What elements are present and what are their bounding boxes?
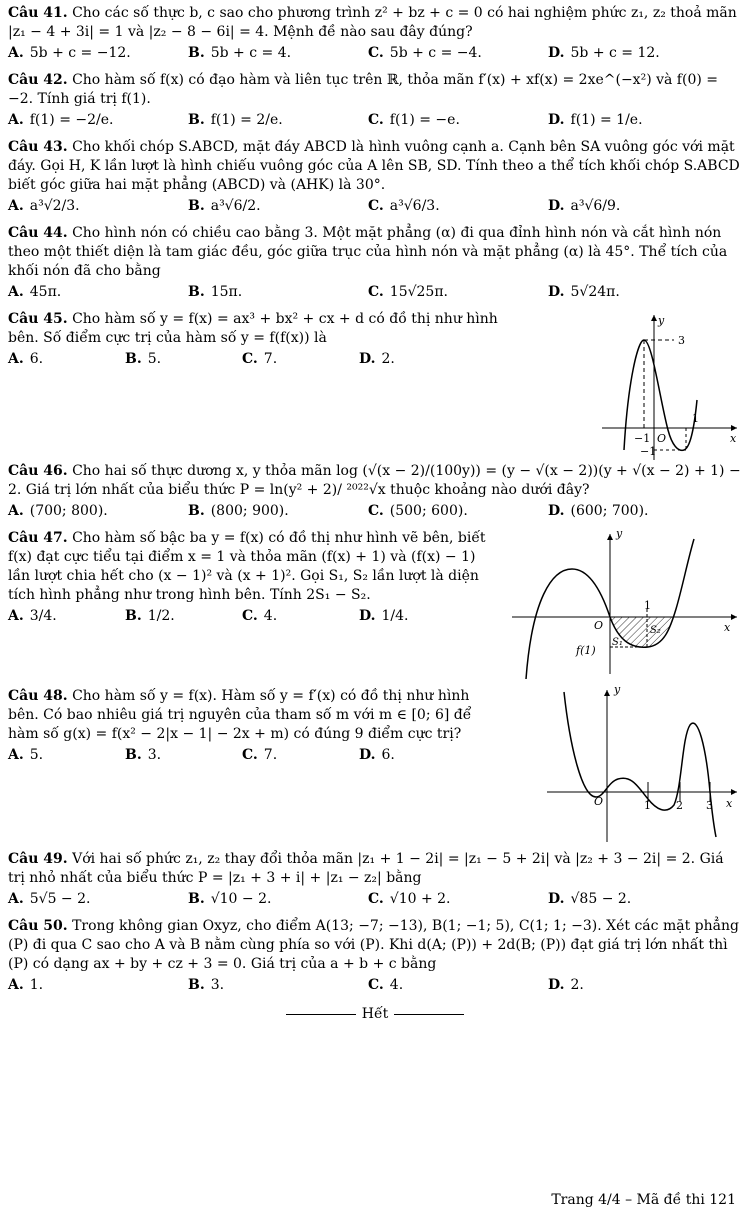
option-d[interactable]: D. (600; 700). <box>548 503 649 519</box>
option-b[interactable]: B. (800; 900). <box>188 503 289 519</box>
option-a[interactable]: A. 6. <box>8 351 44 367</box>
question-46 <box>8 462 742 521</box>
option-d[interactable]: D. √85 − 2. <box>548 891 632 907</box>
option-b[interactable]: B. 1/2. <box>125 608 175 624</box>
question-50 <box>8 917 742 995</box>
question-number: Câu 48. <box>8 688 68 704</box>
option-b[interactable]: B. 5b + c = 4. <box>188 45 292 61</box>
option-a[interactable]: A. 45π. <box>8 284 62 300</box>
option-b[interactable]: B. 5. <box>125 351 162 367</box>
value-label: −1 <box>640 445 657 458</box>
y-axis-label: y <box>658 314 665 327</box>
value-label: 2 <box>676 799 683 812</box>
origin-label: O <box>657 432 667 445</box>
value-label: 1 <box>644 599 651 612</box>
origin-label: O <box>594 795 604 808</box>
option-a[interactable]: A. 5. <box>8 747 44 763</box>
question-44 <box>8 224 742 302</box>
option-a[interactable]: A. (700; 800). <box>8 503 108 519</box>
s1-label: S₁ <box>612 637 623 648</box>
option-b[interactable]: B. 3. <box>125 747 162 763</box>
option-a[interactable]: A. 3/4. <box>8 608 57 624</box>
option-d[interactable]: D. 1/4. <box>359 608 409 624</box>
question-text: Cho các số thực b, c sao cho phương trình z² + bz + c = 0 có hai nghiệm phức z₁, z₂ thoả mãn |z₁ − 4 + 3i| = 1 và |z₂ − 8 − 6i| = 4. Mệnh đề nào sau đây đúng? <box>8 5 737 40</box>
y-axis-label: y <box>614 687 621 696</box>
question-text: Trong không gian Oxyz, cho điểm A(13; −7; −13), B(1; −1; 5), C(1; 1; −3). Xét các mặt phẳng (P) đi qua C sao cho A và B nằm cùng phía so với (P). Khi d(A; (P)) + 2d(B; (P)) đạt giá trị lớn nhất thì (P) có dạng ax + by + cz + 3 = 0. Giá trị của a + b + c bằng <box>8 918 739 972</box>
option-b[interactable]: B. 3. <box>188 977 225 993</box>
option-d[interactable]: D. 5√24π. <box>548 284 620 300</box>
option-c[interactable]: C. 7. <box>242 747 278 763</box>
question-number: Câu 43. <box>8 139 68 155</box>
question-text: Cho khối chóp S.ABCD, mặt đáy ABCD là hình vuông cạnh a. Cạnh bên SA vuông góc với mặt đáy. Gọi H, K lần lượt là hình chiếu vuông góc của A lên SB, SD. Tính theo a thể tích khối chóp S.ABCD biết góc giữa hai mặt phẳng (ABCD) và (AHK) là 30°. <box>8 139 740 193</box>
options <box>8 890 742 909</box>
question-42 <box>8 71 742 130</box>
derivative-graph-figure <box>542 687 742 842</box>
question-49 <box>8 850 742 909</box>
option-d[interactable]: D. 2. <box>548 977 584 993</box>
x-axis-label: x <box>730 432 737 445</box>
options <box>8 283 742 302</box>
option-a[interactable]: A. 5√5 − 2. <box>8 891 91 907</box>
value-label: 1 <box>644 799 651 812</box>
option-c[interactable]: C. (500; 600). <box>368 503 468 519</box>
option-d[interactable]: D. a³√6/9. <box>548 198 621 214</box>
question-45 <box>8 310 742 460</box>
question-number: Câu 44. <box>8 225 68 241</box>
question-text: Cho hàm số y = f(x) = ax³ + bx² + cx + d có đồ thị như hình bên. Số điểm cực trị của hàm số y = f(f(x)) là <box>8 311 498 346</box>
options <box>8 350 498 369</box>
question-number: Câu 42. <box>8 72 68 88</box>
question-number: Câu 45. <box>8 311 68 327</box>
options <box>8 746 498 765</box>
question-text: Cho hai số thực dương x, y thỏa mãn log (√(x − 2)/(100y)) = (y − √(x − 2))(y + √(x − 2) + 1) − 2. Giá trị lớn nhất của biểu thức P = ln(y² + 2)/ ²⁰²²√x thuộc khoảng nào dưới đây? <box>8 463 741 498</box>
value-label: −1 <box>634 432 651 445</box>
option-a[interactable]: A. f(1) = −2/e. <box>8 112 114 128</box>
question-43 <box>8 138 742 216</box>
option-a[interactable]: A. 5b + c = −12. <box>8 45 131 61</box>
option-c[interactable]: C. a³√6/3. <box>368 198 440 214</box>
cubic-graph-figure <box>602 310 742 460</box>
option-c[interactable]: C. 15√25π. <box>368 284 448 300</box>
question-number: Câu 41. <box>8 5 68 21</box>
question-41 <box>8 4 742 63</box>
option-c[interactable]: C. √10 + 2. <box>368 891 451 907</box>
options <box>8 197 742 216</box>
value-label: 1 <box>692 412 699 425</box>
option-d[interactable]: D. 6. <box>359 747 395 763</box>
question-text: Cho hàm số f(x) có đạo hàm và liên tục trên ℝ, thỏa mãn f′(x) + xf(x) = 2xe^(−x²) và f(0) = −2. Tính giá trị f(1). <box>8 72 718 107</box>
option-c[interactable]: C. f(1) = −e. <box>368 112 460 128</box>
x-axis-label: x <box>724 621 731 634</box>
option-c[interactable]: C. 4. <box>242 608 278 624</box>
origin-label: O <box>594 619 604 632</box>
question-text: Cho hàm số y = f(x). Hàm số y = f′(x) có đồ thị như hình bên. Có bao nhiêu giá trị nguyên của tham số m với m ∈ [0; 6] để hàm số g(x) = f(x² − 2|x − 1| − 2x + m) có đúng 9 điểm cực trị? <box>8 688 472 742</box>
option-a[interactable]: A. a³√2/3. <box>8 198 80 214</box>
option-c[interactable]: C. 4. <box>368 977 404 993</box>
options <box>8 111 742 130</box>
page-footer: Trang 4/4 – Mã đề thi 121 <box>551 1192 736 1208</box>
option-a[interactable]: A. 1. <box>8 977 44 993</box>
option-c[interactable]: C. 7. <box>242 351 278 367</box>
option-d[interactable]: D. f(1) = 1/e. <box>548 112 643 128</box>
option-d[interactable]: D. 2. <box>359 351 395 367</box>
cubic-area-figure <box>512 529 742 679</box>
question-number: Câu 46. <box>8 463 68 479</box>
value-label: 3 <box>706 799 713 812</box>
question-text: Cho hình nón có chiều cao bằng 3. Một mặt phẳng (α) đi qua đỉnh hình nón và cắt hình nón theo một thiết diện là tam giác đều, góc giữa trục của hình nón và mặt phẳng (α) là 45°. Thể tích của khối nón đã cho bằng <box>8 225 728 279</box>
option-c[interactable]: C. 5b + c = −4. <box>368 45 482 61</box>
question-number: Câu 49. <box>8 851 68 867</box>
options <box>8 607 498 626</box>
f1-label: f(1) <box>576 644 596 657</box>
exam-page <box>8 4 742 1024</box>
option-b[interactable]: B. √10 − 2. <box>188 891 272 907</box>
option-b[interactable]: B. a³√6/2. <box>188 198 261 214</box>
y-axis-label: y <box>616 529 623 540</box>
question-text: Cho hàm số bậc ba y = f(x) có đồ thị như hình vẽ bên, biết f(x) đạt cực tiểu tại điểm x = 1 và thỏa mãn (f(x) + 1) và (f(x) − 1) lần lượt chia hết cho (x − 1)² và (x + 1)². Gọi S₁, S₂ lần lượt là diện tích hình phẳng như trong hình bên. Tính 2S₁ − S₂. <box>8 530 486 603</box>
value-label: 3 <box>678 334 685 347</box>
question-number: Câu 47. <box>8 530 68 546</box>
option-d[interactable]: D. 5b + c = 12. <box>548 45 660 61</box>
options <box>8 976 742 995</box>
s2-label: S₂ <box>650 625 661 636</box>
question-number: Câu 50. <box>8 918 68 934</box>
option-b[interactable]: B. 15π. <box>188 284 243 300</box>
end-marker: Hết <box>8 1005 742 1024</box>
question-48 <box>8 687 742 842</box>
question-47 <box>8 529 742 679</box>
option-b[interactable]: B. f(1) = 2/e. <box>188 112 283 128</box>
x-axis-label: x <box>726 797 733 810</box>
options <box>8 502 742 521</box>
options <box>8 44 742 63</box>
question-text: Với hai số phức z₁, z₂ thay đổi thỏa mãn |z₁ + 1 − 2i| = |z₁ − 5 + 2i| và |z₂ + 3 − 2i| = 2. Giá trị nhỏ nhất của biểu thức P = |z₁ + 3 + i| + |z₁ − z₂| bằng <box>8 851 724 886</box>
